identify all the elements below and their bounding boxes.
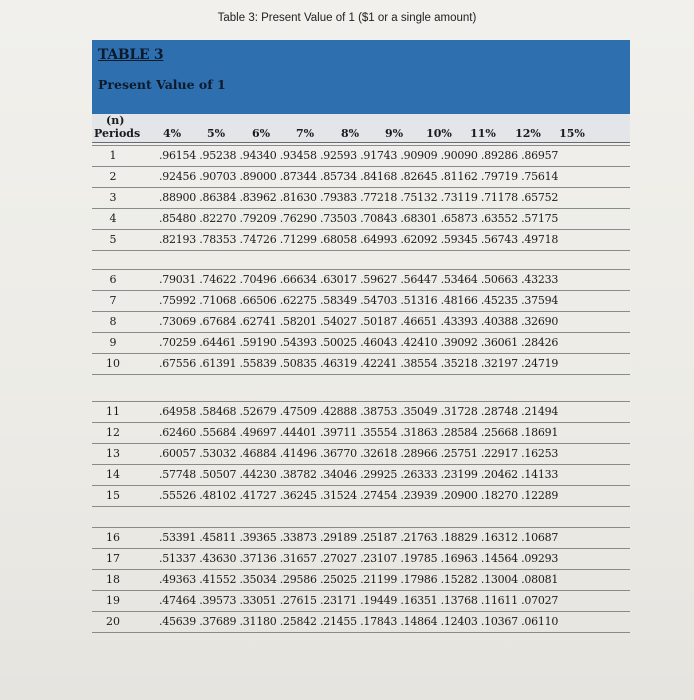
row-values: .82193 .78353 .74726 .71299 .68058 .64993 .62092 .59345 .56743 .49718: [159, 233, 559, 246]
rate-header: 7%: [295, 127, 315, 140]
n-label: (n): [106, 114, 125, 127]
row-values: .73069 .67684 .62741 .58201 .54027 .50187 .46651 .43393 .40388 .32690: [159, 315, 559, 328]
table-caption: Table 3: Present Value of 1 ($1 or a single amount): [217, 12, 477, 24]
period-number: 5: [109, 233, 117, 246]
row-values: .92456 .90703 .89000 .87344 .85734 .84168 .82645 .81162 .79719 .75614: [159, 170, 559, 183]
table-row: [92, 423, 630, 444]
row-values: .60057 .53032 .46884 .41496 .36770 .32618 .28966 .25751 .22917 .16253: [159, 447, 559, 460]
rate-header: 15%: [559, 127, 585, 140]
table-row: [92, 354, 630, 375]
period-number: 13: [106, 447, 120, 460]
period-group: [92, 270, 630, 375]
table-row: [92, 444, 630, 465]
table-row: [92, 591, 630, 612]
row-values: .64958 .58468 .52679 .47509 .42888 .38753 .35049 .31728 .28748 .21494: [159, 405, 559, 418]
row-values: .70259 .64461 .59190 .54393 .50025 .46043 .42410 .39092 .36061 .28426: [159, 336, 559, 349]
table-row: [92, 570, 630, 591]
period-number: 19: [106, 594, 120, 607]
period-number: 9: [109, 336, 117, 349]
row-values: .53391 .45811 .39365 .33873 .29189 .25187 .21763 .18829 .16312 .10687: [159, 531, 559, 544]
row-values: .67556 .61391 .55839 .50835 .46319 .42241 .38554 .35218 .32197 .24719: [159, 357, 559, 370]
rate-header: 9%: [384, 127, 404, 140]
period-number: 8: [109, 315, 117, 328]
period-number: 15: [106, 489, 120, 502]
period-group: [92, 402, 630, 507]
rate-header: 10%: [426, 127, 452, 140]
period-group: [92, 528, 630, 633]
table-row: [92, 402, 630, 423]
table-row: [92, 291, 630, 312]
table-row: [92, 486, 630, 507]
row-values: .47464 .39573 .33051 .27615 .23171 .19449 .16351 .13768 .11611 .07027: [159, 594, 559, 607]
period-number: 3: [109, 191, 117, 204]
table-header: [92, 114, 630, 143]
period-number: 20: [106, 615, 120, 628]
table-row: [92, 612, 630, 633]
period-number: 16: [106, 531, 120, 544]
table-title: Present Value of 1: [98, 77, 226, 92]
row-values: .45639 .37689 .31180 .25842 .21455 .17843 .14864 .12403 .10367 .06110: [159, 615, 559, 628]
table-row: [92, 167, 630, 188]
row-values: .88900 .86384 .83962 .81630 .79383 .77218 .75132 .73119 .71178 .65752: [159, 191, 559, 204]
row-values: .75992 .71068 .66506 .62275 .58349 .54703 .51316 .48166 .45235 .37594: [159, 294, 559, 307]
period-number: 17: [106, 552, 120, 565]
table-row: [92, 312, 630, 333]
rate-header: 12%: [515, 127, 541, 140]
row-values: .57748 .50507 .44230 .38782 .34046 .29925 .26333 .23199 .20462 .14133: [159, 468, 559, 481]
row-values: .79031 .74622 .70496 .66634 .63017 .59627 .56447 .53464 .50663 .43233: [159, 273, 559, 286]
rate-header: 6%: [251, 127, 271, 140]
table-row: [92, 549, 630, 570]
rate-header: 11%: [470, 127, 496, 140]
period-number: 14: [106, 468, 120, 481]
period-number: 11: [106, 405, 120, 418]
table-row: [92, 188, 630, 209]
period-number: 2: [109, 170, 117, 183]
row-values: .51337 .43630 .37136 .31657 .27027 .23107 .19785 .16963 .14564 .09293: [159, 552, 559, 565]
rate-header: 4%: [162, 127, 182, 140]
period-number: 4: [109, 212, 117, 225]
period-number: 7: [109, 294, 117, 307]
table-row: [92, 333, 630, 354]
table-row: [92, 146, 630, 167]
period-number: 10: [106, 357, 120, 370]
row-values: .49363 .41552 .35034 .29586 .25025 .21199 .17986 .15282 .13004 .08081: [159, 573, 559, 586]
table-row: [92, 270, 630, 291]
table-row: [92, 528, 630, 549]
table-banner: [92, 40, 630, 114]
table-row: [92, 230, 630, 251]
table-label: TABLE 3: [98, 47, 164, 63]
period-number: 12: [106, 426, 120, 439]
table-row: [92, 465, 630, 486]
row-values: .62460 .55684 .49697 .44401 .39711 .35554 .31863 .28584 .25668 .18691: [159, 426, 559, 439]
row-values: .55526 .48102 .41727 .36245 .31524 .27454 .23939 .20900 .18270 .12289: [159, 489, 559, 502]
period-group: [92, 146, 630, 251]
table-row: [92, 209, 630, 230]
period-number: 18: [106, 573, 120, 586]
periods-label: Periods: [94, 127, 141, 140]
row-values: .96154 .95238 .94340 .93458 .92593 .91743 .90909 .90090 .89286 .86957: [159, 149, 559, 162]
period-number: 6: [109, 273, 117, 286]
rate-header: 8%: [340, 127, 360, 140]
rate-header: 5%: [206, 127, 226, 140]
period-number: 1: [109, 149, 117, 162]
row-values: .85480 .82270 .79209 .76290 .73503 .70843 .68301 .65873 .63552 .57175: [159, 212, 559, 225]
